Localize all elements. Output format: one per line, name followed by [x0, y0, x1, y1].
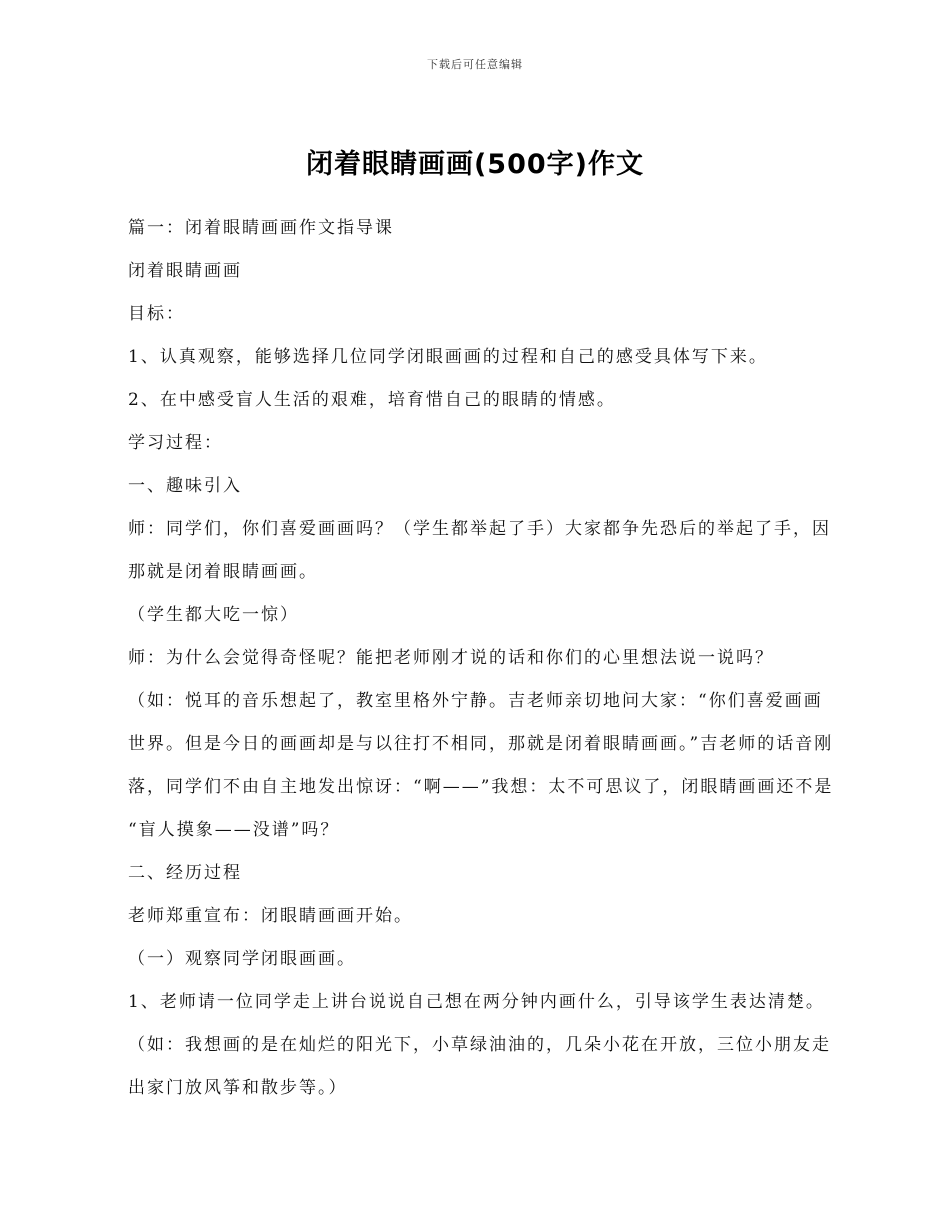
paragraph-line: 师：同学们，你们喜爱画画吗？（学生都举起了手）大家都争先恐后的举起了手，因 — [128, 519, 831, 539]
step-heading: 二、经历过程 — [128, 863, 242, 883]
document-title: 闭着眼睛画画(500字)作文 — [305, 149, 645, 180]
sub-step-heading: （一）观察同学闭眼画画。 — [128, 949, 356, 969]
section-heading: 篇一：闭着眼睛画画作文指导课 — [128, 218, 394, 238]
lesson-title: 闭着眼睛画画 — [128, 261, 242, 281]
paragraph-line: “盲人摸象——没谱”吗？ — [128, 820, 340, 840]
paragraph-line: （如：悦耳的音乐想起了，教室里格外宁静。吉老师亲切地问大家：“你们喜爱画画 — [128, 691, 823, 711]
paragraph-line: 世界。但是今日的画画却是与以往打不相同，那就是闭着眼睛画画。”吉老师的话音刚 — [128, 734, 834, 754]
document-body — [128, 207, 838, 1110]
paragraph-line: （学生都大吃一惊） — [128, 605, 299, 625]
paragraph-line: 落，同学们不由自主地发出惊讶：“啊——”我想：太不可思议了，闭眼睛画画还不是 — [128, 777, 834, 797]
goal-item: 1、认真观察，能够选择几位同学闭眼画画的过程和自己的感受具体写下来。 — [128, 347, 768, 367]
goals-heading: 目标： — [128, 304, 185, 324]
step-heading: 一、趣味引入 — [128, 476, 242, 496]
goal-item: 2、在中感受盲人生活的艰难，培育惜自己的眼睛的情感。 — [128, 390, 616, 410]
paragraph-line: 1、老师请一位同学走上讲台说说自己想在两分钟内画什么，引导该学生表达清楚。 — [128, 992, 825, 1012]
page-header-note: 下载后可任意编辑 — [427, 58, 523, 71]
paragraph-line: 那就是闭着眼睛画画。 — [128, 562, 318, 582]
paragraph-line: （如：我想画的是在灿烂的阳光下，小草绿油油的，几朵小花在开放，三位小朋友走 — [128, 1035, 831, 1055]
paragraph-line: 出家门放风筝和散步等。） — [128, 1078, 348, 1098]
paragraph-line: 师：为什么会觉得奇怪呢？能把老师刚才说的话和你们的心里想法说一说吗？ — [128, 648, 774, 668]
paragraph-line: 老师郑重宣布：闭眼睛画画开始。 — [128, 906, 413, 926]
process-heading: 学习过程： — [128, 433, 223, 453]
